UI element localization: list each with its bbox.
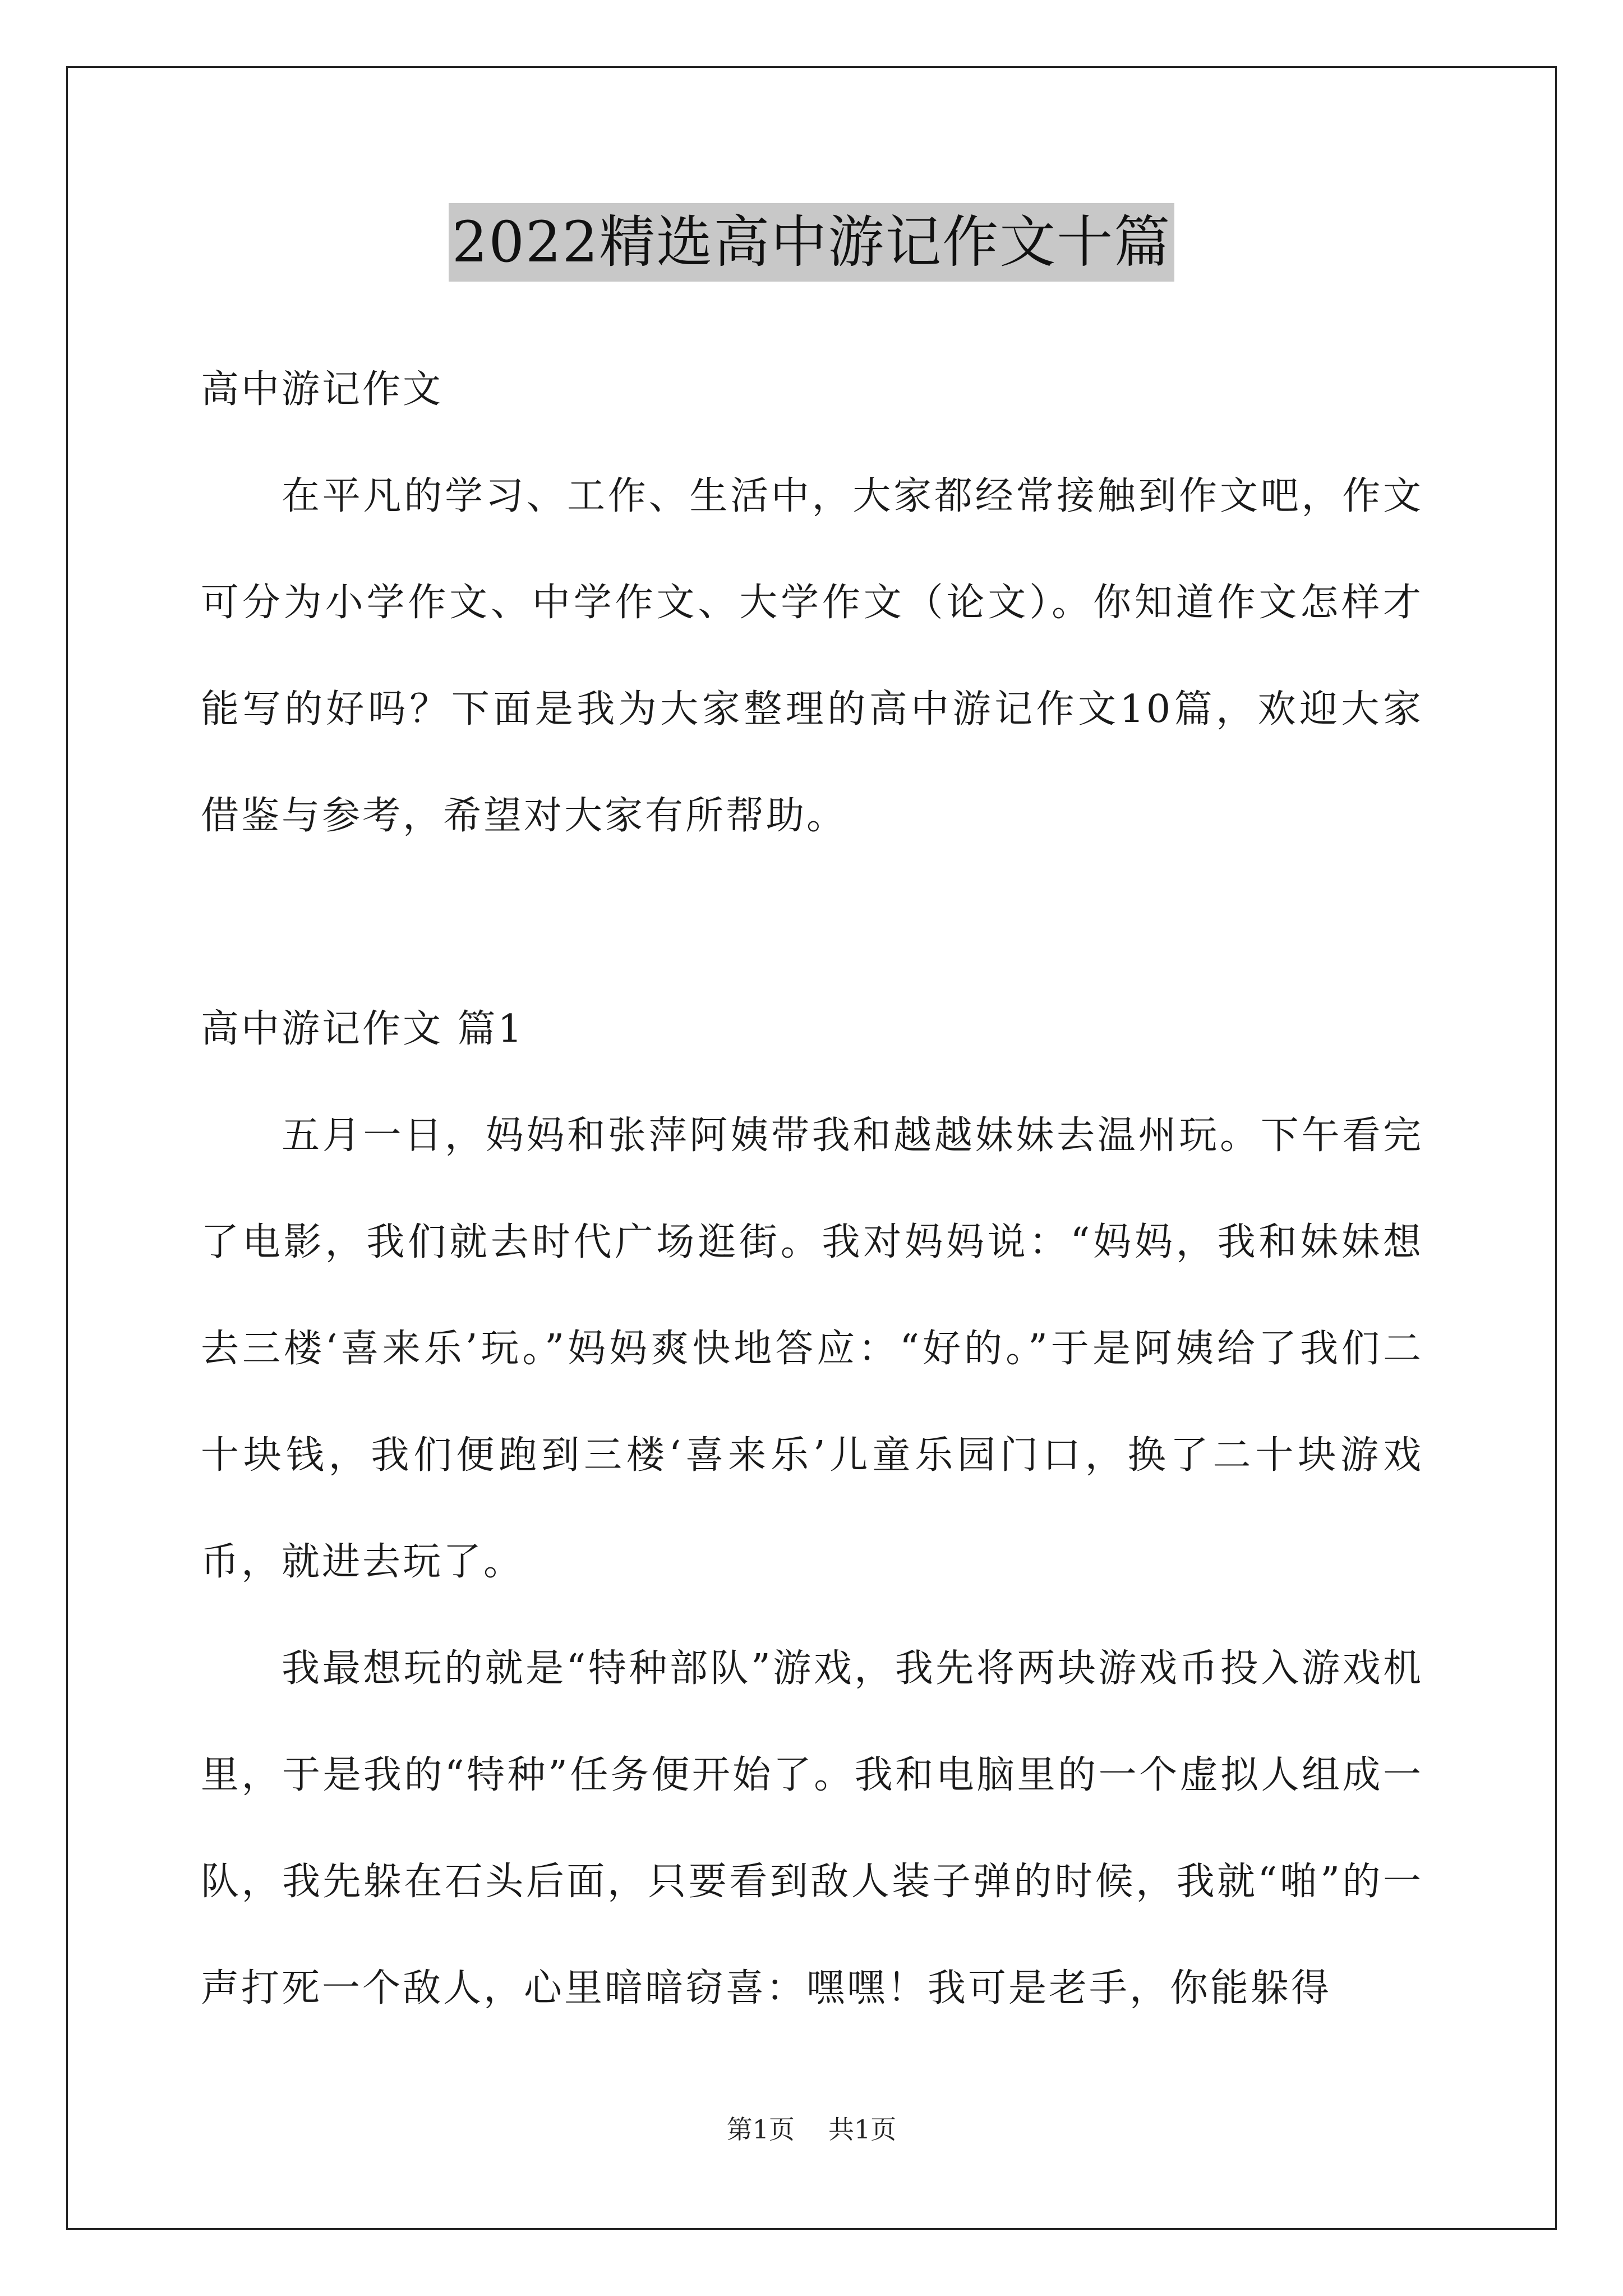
- section-spacer: [201, 869, 1423, 976]
- page-footer: [0, 2113, 1623, 2146]
- document-title: 2022精选高中游记作文十篇: [449, 203, 1175, 282]
- page-total: 共1页: [828, 2114, 897, 2145]
- body-paragraph-2: 我最想玩的就是“特种部队”游戏，我先将两块游戏币投入游戏机里，于是我的“特种”任务便开始了。我和电脑里的一个虚拟人组成一队，我先躲在石头后面，只要看到敌人装子弹的时候，我就“啪”的一声打死一个敌人，心里暗暗窃喜：嘿嘿！我可是老手，你能躲得: [201, 1646, 1423, 2010]
- section-heading: 高中游记作文 篇1: [201, 1007, 524, 1051]
- intro-paragraph: 在平凡的学习、工作、生活中，大家都经常接触到作文吧，作文可分为小学作文、中学作文、大学作文（论文）。你知道作文怎样才能写的好吗？下面是我为大家整理的高中游记作文10篇，欢迎大家借鉴与参考，希望对大家有所帮助。: [201, 474, 1423, 838]
- intro-heading: 高中游记作文: [201, 367, 444, 412]
- title-container: [0, 203, 1623, 282]
- document-body: [201, 337, 1423, 2042]
- body-paragraph-1: 五月一日，妈妈和张萍阿姨带我和越越妹妹去温州玩。下午看完了电影，我们就去时代广场逛街。我对妈妈说：“妈妈，我和妹妹想去三楼‘喜来乐’玩。”妈妈爽快地答应：“好的。”于是阿姨给了我们二十块钱，我们便跑到三楼‘喜来乐’儿童乐园门口，换了二十块游戏币，就进去玩了。: [201, 1114, 1423, 1584]
- page-current: 第1页: [726, 2114, 795, 2145]
